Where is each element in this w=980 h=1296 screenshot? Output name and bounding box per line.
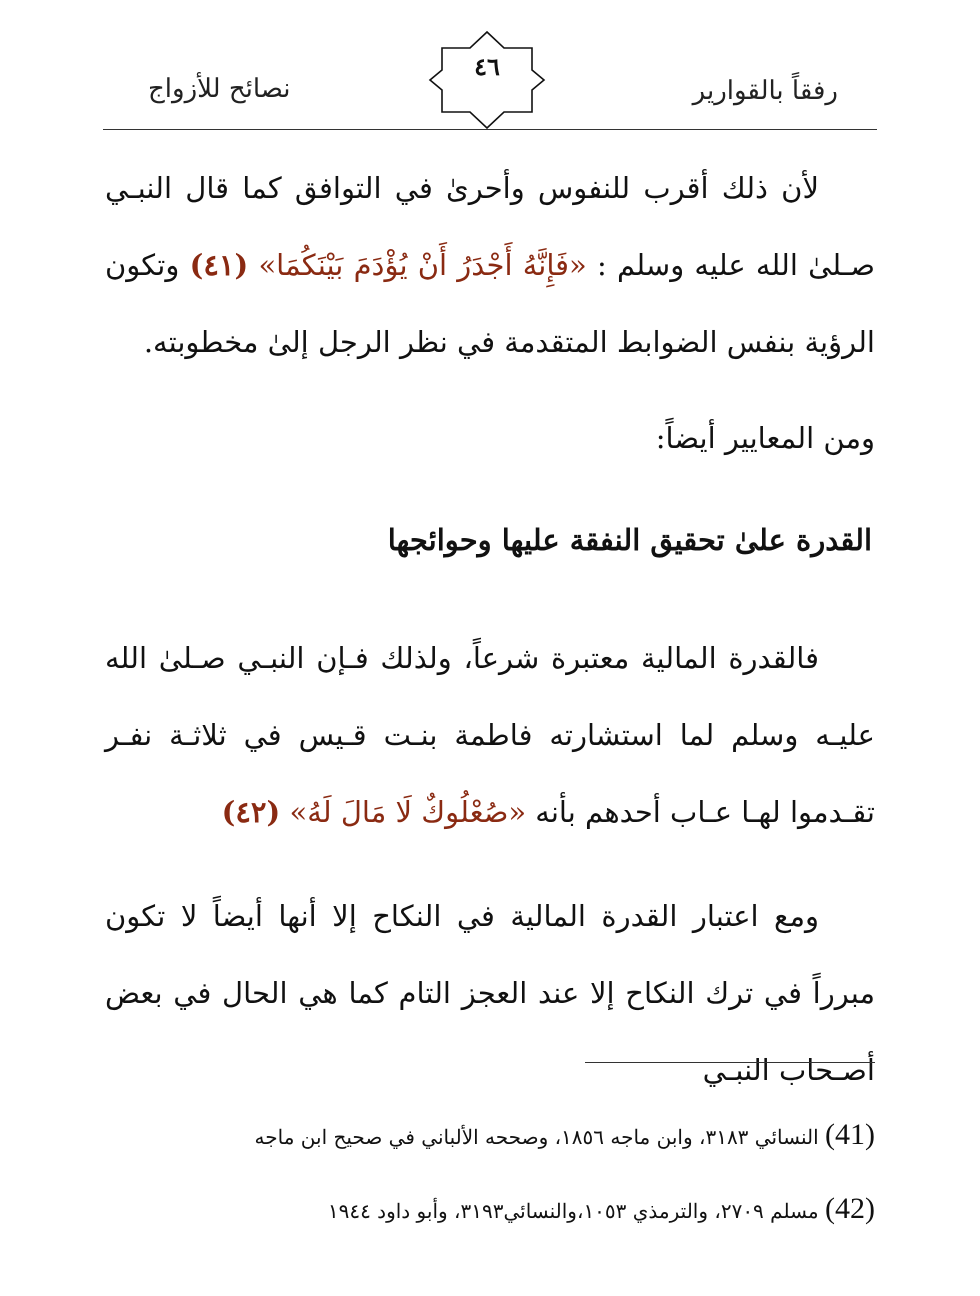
footnote-ref-41[interactable]: (٤١): [189, 248, 249, 282]
paragraph-4: [105, 878, 875, 1109]
footnote-item: [105, 1172, 875, 1246]
footnote-text: النسائي ٣١٨٣، وابن ماجه ١٨٥٦، وصححه الألباني في صحيح ابن ماجه: [254, 1125, 819, 1149]
footnote-ref-42[interactable]: (٤٢): [221, 795, 281, 829]
footnote-number: (42): [825, 1192, 875, 1225]
page-header: [0, 0, 980, 140]
paragraph-1-text-a: لأن ذلك أقرب للنفوس وأحرىٰ في التوافق كما قال النبـي صـلىٰ الله عليه وسلم :: [105, 171, 875, 282]
footnote-item: [105, 1098, 875, 1172]
paragraph-2: [105, 400, 875, 477]
page-number: ٤٦: [474, 52, 500, 81]
section-heading: القدرة علىٰ تحقيق النفقة عليها وحوائجها: [387, 523, 872, 557]
paragraph-3-text-a: فالقدرة المالية معتبرة شرعاً، ولذلك فـإن النبـي صـلىٰ الله عليـه وسلم لما استشارته فاطمة بنـت قـيس في ثلاثـة نفـر تقـدموا لهـا عـاب أحدهم بأنه: [105, 641, 875, 829]
footnotes: [105, 1098, 875, 1246]
header-book-title: رفقاً بالقوارير: [692, 76, 838, 106]
paragraph-3: [105, 620, 875, 851]
hadith-quote-2: «صُعْلُوكٌ لَا مَالَ لَهُ»: [289, 795, 527, 829]
footnote-divider: [585, 1062, 875, 1063]
footnote-number: (41): [825, 1118, 875, 1151]
paragraph-2-text: ومن المعايير أيضاً:: [655, 421, 875, 455]
footnote-text: مسلم ٢٧٠٩، والترمذي ١٠٥٣،والنسائي٣١٩٣، وأبو داود ١٩٤٤: [327, 1199, 819, 1223]
hadith-quote-1: «فَإِنَّهُ أَجْدَرُ أَنْ يُؤْدَمَ بَيْنَكُمَا»: [258, 248, 587, 282]
header-book-subtitle: نصائح للأزواج: [148, 74, 291, 104]
paragraph-1: [105, 150, 875, 381]
header-divider: [103, 129, 877, 130]
paragraph-4-text: ومع اعتبار القدرة المالية في النكاح إلا أنها أيضاً لا تكون مبرراً في ترك النكاح إلا عند العجز التام كما هي الحال في بعض أصـحاب النبـي: [105, 899, 875, 1087]
paragraph-1-text-b: وتكون الرؤية بنفس الضوابط المتقدمة في نظر الرجل إلىٰ مخطوبته.: [105, 248, 875, 359]
